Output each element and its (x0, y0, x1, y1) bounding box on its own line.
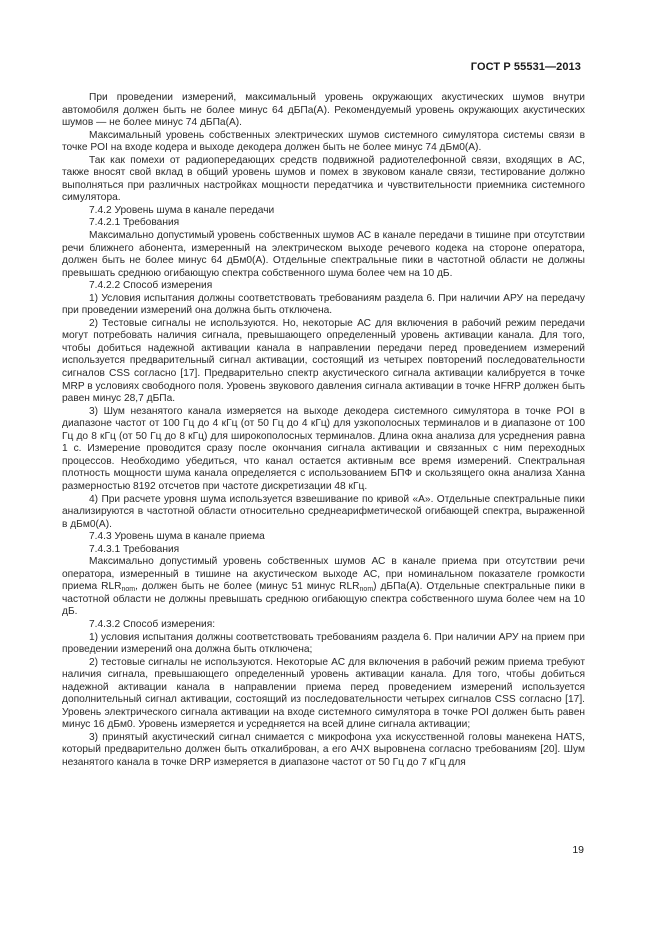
document-header: ГОСТ Р 55531—2013 (470, 61, 581, 73)
document-body (62, 92, 585, 770)
section-heading-7-4-2-2: 7.4.2.2 Способ измерения (89, 280, 213, 292)
paragraph-receive-requirements (62, 556, 585, 619)
page-number: 19 (572, 844, 584, 856)
section-heading-7-4-2-1: 7.4.2.1 Требования (89, 217, 180, 229)
section-heading-7-4-2: 7.4.2 Уровень шума в канале передачи (89, 204, 275, 216)
rlr-subscript-1: nom (121, 586, 136, 594)
rlr-text-part3: ) дБПа(А). Отдельные спектральные пики в частотной области не должны превышать среднюю огибающую спектра собственного шума более чем на 10 дБ. (62, 581, 585, 618)
paragraph-send-requirements: Максимально допустимый уровень собственных шумов АС в канале передачи в тишине при отсутствии речи ближнего абонента, измеренный на электрическом выходе речевого кодека на стороне оператора, должен быть не более минус 64 дБм0(А). Отдельные спектральные пики в частотной области не должны превышать среднюю огибающую спектра собственного шума более чем на 10 дБ. (62, 230, 585, 279)
paragraph-radio-interference: Так как помехи от радиопередающих средств подвижной радиотелефонной связи, входящих в АС, также вносят свой вклад в общий уровень шумов и помех в звуковом канале связи, тестирование должно выполняться при различных настройках мощности передатчика и чувствительности приемника системного симулятора. (62, 154, 585, 204)
rlr-text-part2: , должен быть не более (минус 51 минус RLR (135, 581, 360, 593)
rlr-subscript-2: nom (359, 586, 374, 594)
section-heading-7-4-3-1: 7.4.3.1 Требования (89, 543, 180, 555)
section-heading-7-4-3-2: 7.4.3.2 Способ измерения: (89, 618, 216, 630)
rlr-text-part1: Максимально допустимый уровень собственных шумов АС в канале приема при отсутствии речи оператора, измеренный в тишине на акустическом выходе АС, при номинальном показателе громкости приема RLR (62, 556, 585, 593)
list-item-receive-3: 3) принятый акустический сигнал снимается с микрофона уха искусственной головы манекена HATS, который предварительно должен быть откалиброван, а его АЧХ выровнена согласно требованиям [20]. Шум незанятого канала в точке DRP измеряется в диапазоне частот от 50 Гц до 7 кГц для (62, 731, 585, 768)
list-item-send-3: 3) Шум незанятого канала измеряется на выходе декодера системного симулятора в точке POI в диапазоне частот от 100 Гц до 4 кГц (от 50 Гц до 4 кГц) для узкополосных терминалов и в диапазоне от 100 Гц до 8 кГц (от 50 Гц до 8 кГц) для широкополосных терминалов. Длина окна анализа для усреднения равна 1 с. Измерение проводится сразу после окончания сигнала активации и связанных с ним переходных процессов. Необходимо убедиться, что канал остается активным все время измерений. Спектральная плотность мощности шума канала определяется с использованием БПФ и скользящего окна анализа Ханна размерностью 8192 отсчетов при частоте дискретизации 48 кГц. (62, 405, 585, 492)
paragraph-simulator-noise: Максимальный уровень собственных электрических шумов системного симулятора системы связи в точке POI на входе кодера и выходе декодера должен быть не более минус 74 дБм0(А). (62, 129, 585, 154)
paragraph-ambient-noise: При проведении измерений, максимальный уровень окружающих акустических шумов внутри автомобиля должен быть не более минус 64 дБПа(А). Рекомендуемый уровень окружающих акустических шумов — не более минус 74 дБПа(А). (62, 92, 585, 129)
list-item-send-4: 4) При расчете уровня шума используется взвешивание по кривой «А». Отдельные спектральные пики анализируются в частотной области относительно среднеарифметической огибающей спектра, выраженной в дБм0(А). (62, 493, 585, 530)
list-item-receive-2: 2) тестовые сигналы не используются. Некоторые АС для включения в рабочий режим приема требуют наличия сигнала, превышающего определенный уровень активации канала. Для того, чтобы добиться надежной активации канала в направлении приема перед проведением измерений используется дополнительный сигнал активации, состоящий из последовательности четырех сигналов CSS согласно [17]. Уровень электрического сигнала активации на входе системного симулятора в точке POI должен быть равен минус 16 дБм0. Уровень измеряется и усредняется на всей длине сигнала активации; (62, 656, 585, 731)
list-item-send-2: 2) Тестовые сигналы не используются. Но, некоторые АС для включения в рабочий режим передачи могут потребовать наличия сигнала, превышающего определенный уровень активации канала. Для того, чтобы добиться надежной активации канала в направлении передачи перед проведением измерений используется предварительный сигнал активации, состоящий из четырех повторений последовательности сигналов CSS согласно [17]. Предварительно спектр акустического сигнала активации калибруется в точке MRP в условиях свободного поля. Уровень звукового давления сигнала активации в точке HFRP должен быть равен минус 28,7 дБПа. (62, 317, 586, 405)
list-item-receive-1: 1) условия испытания должны соответствовать требованиям раздела 6. При наличии АРУ на прием при проведении измерений она должна быть отключена; (62, 631, 585, 656)
section-heading-7-4-3: 7.4.3 Уровень шума в канале приема (89, 531, 265, 543)
list-item-send-1: 1) Условия испытания должны соответствовать требованиям раздела 6. При наличии АРУ на передачу при проведении измерений она должна быть отключена. (62, 292, 585, 317)
